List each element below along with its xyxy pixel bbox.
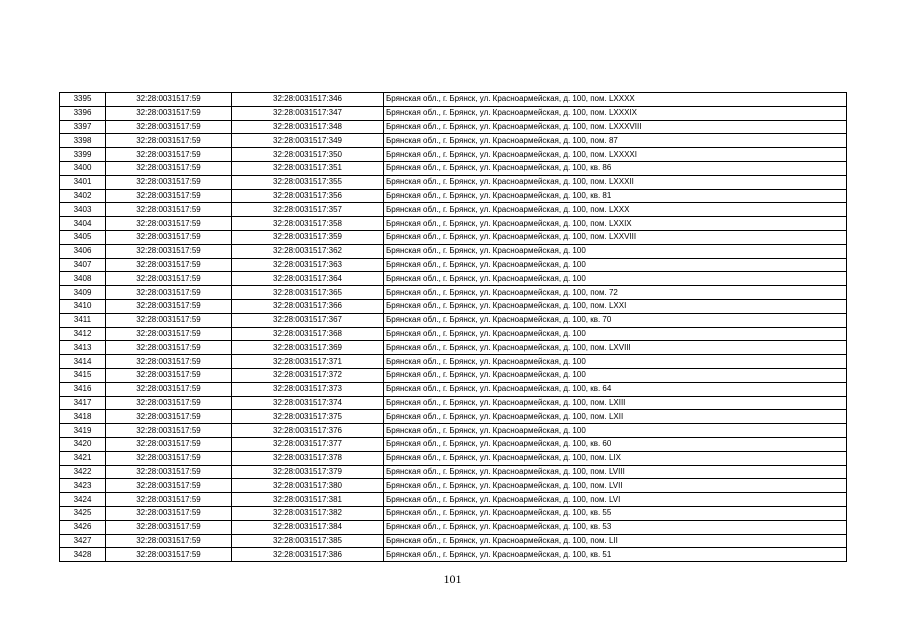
- row-number-cell: 3423: [60, 479, 106, 493]
- cadastral-number-cell: 32:28:0031517:348: [232, 120, 384, 134]
- address-cell: Брянская обл., г. Брянск, ул. Красноармейская, д. 100, кв. 55: [384, 506, 847, 520]
- table-row: [60, 189, 847, 203]
- cadastral-number-cell: 32:28:0031517:363: [232, 258, 384, 272]
- address-cell: Брянская обл., г. Брянск, ул. Красноармейская, д. 100, кв. 53: [384, 520, 847, 534]
- table-row: [60, 355, 847, 369]
- parent-cadastral-number-cell: 32:28:0031517:59: [106, 410, 232, 424]
- row-number-cell: 3400: [60, 161, 106, 175]
- table-row: [60, 465, 847, 479]
- address-cell: Брянская обл., г. Брянск, ул. Красноармейская, д. 100, пом. LXXXIX: [384, 106, 847, 120]
- cadastral-number-cell: 32:28:0031517:359: [232, 230, 384, 244]
- cadastral-number-cell: 32:28:0031517:357: [232, 203, 384, 217]
- row-number-cell: 3410: [60, 299, 106, 313]
- address-cell: Брянская обл., г. Брянск, ул. Красноармейская, д. 100: [384, 424, 847, 438]
- address-cell: Брянская обл., г. Брянск, ул. Красноармейская, д. 100, пом. LXXVIII: [384, 230, 847, 244]
- parent-cadastral-number-cell: 32:28:0031517:59: [106, 465, 232, 479]
- cadastral-number-cell: 32:28:0031517:368: [232, 327, 384, 341]
- row-number-cell: 3415: [60, 368, 106, 382]
- parent-cadastral-number-cell: 32:28:0031517:59: [106, 534, 232, 548]
- address-cell: Брянская обл., г. Брянск, ул. Красноармейская, д. 100, пом. LXIII: [384, 396, 847, 410]
- table-row: [60, 161, 847, 175]
- cadastral-number-cell: 32:28:0031517:372: [232, 368, 384, 382]
- cadastral-number-cell: 32:28:0031517:376: [232, 424, 384, 438]
- parent-cadastral-number-cell: 32:28:0031517:59: [106, 286, 232, 300]
- cadastral-number-cell: 32:28:0031517:362: [232, 244, 384, 258]
- address-cell: Брянская обл., г. Брянск, ул. Красноармейская, д. 100, пом. LXXXXI: [384, 148, 847, 162]
- address-cell: Брянская обл., г. Брянск, ул. Красноармейская, д. 100, кв. 70: [384, 313, 847, 327]
- registry-table: [59, 92, 847, 562]
- row-number-cell: 3405: [60, 230, 106, 244]
- address-cell: Брянская обл., г. Брянск, ул. Красноармейская, д. 100, кв. 81: [384, 189, 847, 203]
- table-row: [60, 120, 847, 134]
- address-cell: Брянская обл., г. Брянск, ул. Красноармейская, д. 100, пом. LXVIII: [384, 341, 847, 355]
- row-number-cell: 3403: [60, 203, 106, 217]
- row-number-cell: 3402: [60, 189, 106, 203]
- table-row: [60, 299, 847, 313]
- cadastral-number-cell: 32:28:0031517:367: [232, 313, 384, 327]
- parent-cadastral-number-cell: 32:28:0031517:59: [106, 548, 232, 562]
- parent-cadastral-number-cell: 32:28:0031517:59: [106, 217, 232, 231]
- table-row: [60, 258, 847, 272]
- table-row: [60, 506, 847, 520]
- table-row: [60, 313, 847, 327]
- address-cell: Брянская обл., г. Брянск, ул. Красноармейская, д. 100: [384, 368, 847, 382]
- parent-cadastral-number-cell: 32:28:0031517:59: [106, 299, 232, 313]
- address-cell: Брянская обл., г. Брянск, ул. Красноармейская, д. 100, пом. LVIII: [384, 465, 847, 479]
- parent-cadastral-number-cell: 32:28:0031517:59: [106, 93, 232, 107]
- cadastral-number-cell: 32:28:0031517:385: [232, 534, 384, 548]
- table-row: [60, 93, 847, 107]
- row-number-cell: 3399: [60, 148, 106, 162]
- address-cell: Брянская обл., г. Брянск, ул. Красноармейская, д. 100, пом. LXXIX: [384, 217, 847, 231]
- row-number-cell: 3427: [60, 534, 106, 548]
- table-row: [60, 203, 847, 217]
- table-row: [60, 327, 847, 341]
- row-number-cell: 3426: [60, 520, 106, 534]
- row-number-cell: 3416: [60, 382, 106, 396]
- table-row: [60, 134, 847, 148]
- row-number-cell: 3404: [60, 217, 106, 231]
- cadastral-number-cell: 32:28:0031517:371: [232, 355, 384, 369]
- row-number-cell: 3401: [60, 175, 106, 189]
- cadastral-number-cell: 32:28:0031517:384: [232, 520, 384, 534]
- cadastral-number-cell: 32:28:0031517:350: [232, 148, 384, 162]
- address-cell: Брянская обл., г. Брянск, ул. Красноармейская, д. 100, кв. 86: [384, 161, 847, 175]
- address-cell: Брянская обл., г. Брянск, ул. Красноармейская, д. 100: [384, 244, 847, 258]
- address-cell: Брянская обл., г. Брянск, ул. Красноармейская, д. 100, пом. LIX: [384, 451, 847, 465]
- row-number-cell: 3412: [60, 327, 106, 341]
- address-cell: Брянская обл., г. Брянск, ул. Красноармейская, д. 100: [384, 355, 847, 369]
- cadastral-number-cell: 32:28:0031517:379: [232, 465, 384, 479]
- address-cell: Брянская обл., г. Брянск, ул. Красноармейская, д. 100, пом. 72: [384, 286, 847, 300]
- table-row: [60, 479, 847, 493]
- page-number: 101: [443, 572, 462, 586]
- row-number-cell: 3407: [60, 258, 106, 272]
- row-number-cell: 3414: [60, 355, 106, 369]
- row-number-cell: 3409: [60, 286, 106, 300]
- parent-cadastral-number-cell: 32:28:0031517:59: [106, 272, 232, 286]
- cadastral-number-cell: 32:28:0031517:377: [232, 437, 384, 451]
- cadastral-number-cell: 32:28:0031517:375: [232, 410, 384, 424]
- table-row: [60, 272, 847, 286]
- cadastral-number-cell: 32:28:0031517:346: [232, 93, 384, 107]
- cadastral-number-cell: 32:28:0031517:373: [232, 382, 384, 396]
- row-number-cell: 3398: [60, 134, 106, 148]
- address-cell: Брянская обл., г. Брянск, ул. Красноармейская, д. 100, пом. LXXXII: [384, 175, 847, 189]
- table-row: [60, 148, 847, 162]
- cadastral-number-cell: 32:28:0031517:351: [232, 161, 384, 175]
- parent-cadastral-number-cell: 32:28:0031517:59: [106, 424, 232, 438]
- table-row: [60, 230, 847, 244]
- parent-cadastral-number-cell: 32:28:0031517:59: [106, 120, 232, 134]
- address-cell: Брянская обл., г. Брянск, ул. Красноармейская, д. 100: [384, 272, 847, 286]
- parent-cadastral-number-cell: 32:28:0031517:59: [106, 189, 232, 203]
- row-number-cell: 3397: [60, 120, 106, 134]
- registry-table-body: [60, 93, 847, 562]
- cadastral-number-cell: 32:28:0031517:358: [232, 217, 384, 231]
- row-number-cell: 3406: [60, 244, 106, 258]
- cadastral-number-cell: 32:28:0031517:366: [232, 299, 384, 313]
- parent-cadastral-number-cell: 32:28:0031517:59: [106, 313, 232, 327]
- parent-cadastral-number-cell: 32:28:0031517:59: [106, 134, 232, 148]
- parent-cadastral-number-cell: 32:28:0031517:59: [106, 106, 232, 120]
- address-cell: Брянская обл., г. Брянск, ул. Красноармейская, д. 100: [384, 327, 847, 341]
- row-number-cell: 3395: [60, 93, 106, 107]
- table-row: [60, 368, 847, 382]
- row-number-cell: 3428: [60, 548, 106, 562]
- address-cell: Брянская обл., г. Брянск, ул. Красноармейская, д. 100, кв. 51: [384, 548, 847, 562]
- table-row: [60, 424, 847, 438]
- cadastral-number-cell: 32:28:0031517:347: [232, 106, 384, 120]
- parent-cadastral-number-cell: 32:28:0031517:59: [106, 327, 232, 341]
- cadastral-number-cell: 32:28:0031517:382: [232, 506, 384, 520]
- table-row: [60, 534, 847, 548]
- row-number-cell: 3420: [60, 437, 106, 451]
- table-row: [60, 106, 847, 120]
- table-row: [60, 382, 847, 396]
- address-cell: Брянская обл., г. Брянск, ул. Красноармейская, д. 100, пом. LXXI: [384, 299, 847, 313]
- address-cell: Брянская обл., г. Брянск, ул. Красноармейская, д. 100, кв. 64: [384, 382, 847, 396]
- address-cell: Брянская обл., г. Брянск, ул. Красноармейская, д. 100, пом. LXXX: [384, 203, 847, 217]
- table-row: [60, 286, 847, 300]
- row-number-cell: 3408: [60, 272, 106, 286]
- cadastral-number-cell: 32:28:0031517:369: [232, 341, 384, 355]
- parent-cadastral-number-cell: 32:28:0031517:59: [106, 493, 232, 507]
- row-number-cell: 3422: [60, 465, 106, 479]
- parent-cadastral-number-cell: 32:28:0031517:59: [106, 341, 232, 355]
- parent-cadastral-number-cell: 32:28:0031517:59: [106, 203, 232, 217]
- parent-cadastral-number-cell: 32:28:0031517:59: [106, 258, 232, 272]
- address-cell: Брянская обл., г. Брянск, ул. Красноармейская, д. 100, пом. LVII: [384, 479, 847, 493]
- row-number-cell: 3413: [60, 341, 106, 355]
- address-cell: Брянская обл., г. Брянск, ул. Красноармейская, д. 100, пом. LVI: [384, 493, 847, 507]
- row-number-cell: 3417: [60, 396, 106, 410]
- row-number-cell: 3425: [60, 506, 106, 520]
- row-number-cell: 3424: [60, 493, 106, 507]
- parent-cadastral-number-cell: 32:28:0031517:59: [106, 244, 232, 258]
- parent-cadastral-number-cell: 32:28:0031517:59: [106, 506, 232, 520]
- cadastral-number-cell: 32:28:0031517:378: [232, 451, 384, 465]
- parent-cadastral-number-cell: 32:28:0031517:59: [106, 175, 232, 189]
- cadastral-number-cell: 32:28:0031517:381: [232, 493, 384, 507]
- table-row: [60, 410, 847, 424]
- row-number-cell: 3418: [60, 410, 106, 424]
- parent-cadastral-number-cell: 32:28:0031517:59: [106, 368, 232, 382]
- parent-cadastral-number-cell: 32:28:0031517:59: [106, 451, 232, 465]
- parent-cadastral-number-cell: 32:28:0031517:59: [106, 382, 232, 396]
- table-row: [60, 520, 847, 534]
- address-cell: Брянская обл., г. Брянск, ул. Красноармейская, д. 100, пом. LII: [384, 534, 847, 548]
- parent-cadastral-number-cell: 32:28:0031517:59: [106, 355, 232, 369]
- parent-cadastral-number-cell: 32:28:0031517:59: [106, 230, 232, 244]
- address-cell: Брянская обл., г. Брянск, ул. Красноармейская, д. 100, кв. 60: [384, 437, 847, 451]
- parent-cadastral-number-cell: 32:28:0031517:59: [106, 520, 232, 534]
- cadastral-number-cell: 32:28:0031517:365: [232, 286, 384, 300]
- row-number-cell: 3411: [60, 313, 106, 327]
- table-row: [60, 548, 847, 562]
- address-cell: Брянская обл., г. Брянск, ул. Красноармейская, д. 100: [384, 258, 847, 272]
- cadastral-number-cell: 32:28:0031517:356: [232, 189, 384, 203]
- cadastral-number-cell: 32:28:0031517:374: [232, 396, 384, 410]
- table-row: [60, 437, 847, 451]
- cadastral-number-cell: 32:28:0031517:349: [232, 134, 384, 148]
- table-row: [60, 175, 847, 189]
- table-row: [60, 493, 847, 507]
- cadastral-number-cell: 32:28:0031517:355: [232, 175, 384, 189]
- parent-cadastral-number-cell: 32:28:0031517:59: [106, 148, 232, 162]
- row-number-cell: 3421: [60, 451, 106, 465]
- cadastral-number-cell: 32:28:0031517:386: [232, 548, 384, 562]
- address-cell: Брянская обл., г. Брянск, ул. Красноармейская, д. 100, пом. 87: [384, 134, 847, 148]
- row-number-cell: 3419: [60, 424, 106, 438]
- table-row: [60, 217, 847, 231]
- parent-cadastral-number-cell: 32:28:0031517:59: [106, 396, 232, 410]
- table-row: [60, 341, 847, 355]
- address-cell: Брянская обл., г. Брянск, ул. Красноармейская, д. 100, пом. LXXXX: [384, 93, 847, 107]
- parent-cadastral-number-cell: 32:28:0031517:59: [106, 479, 232, 493]
- table-row: [60, 244, 847, 258]
- cadastral-number-cell: 32:28:0031517:380: [232, 479, 384, 493]
- address-cell: Брянская обл., г. Брянск, ул. Красноармейская, д. 100, пом. LXII: [384, 410, 847, 424]
- row-number-cell: 3396: [60, 106, 106, 120]
- table-row: [60, 396, 847, 410]
- address-cell: Брянская обл., г. Брянск, ул. Красноармейская, д. 100, пом. LXXXVIII: [384, 120, 847, 134]
- cadastral-number-cell: 32:28:0031517:364: [232, 272, 384, 286]
- table-row: [60, 451, 847, 465]
- parent-cadastral-number-cell: 32:28:0031517:59: [106, 161, 232, 175]
- parent-cadastral-number-cell: 32:28:0031517:59: [106, 437, 232, 451]
